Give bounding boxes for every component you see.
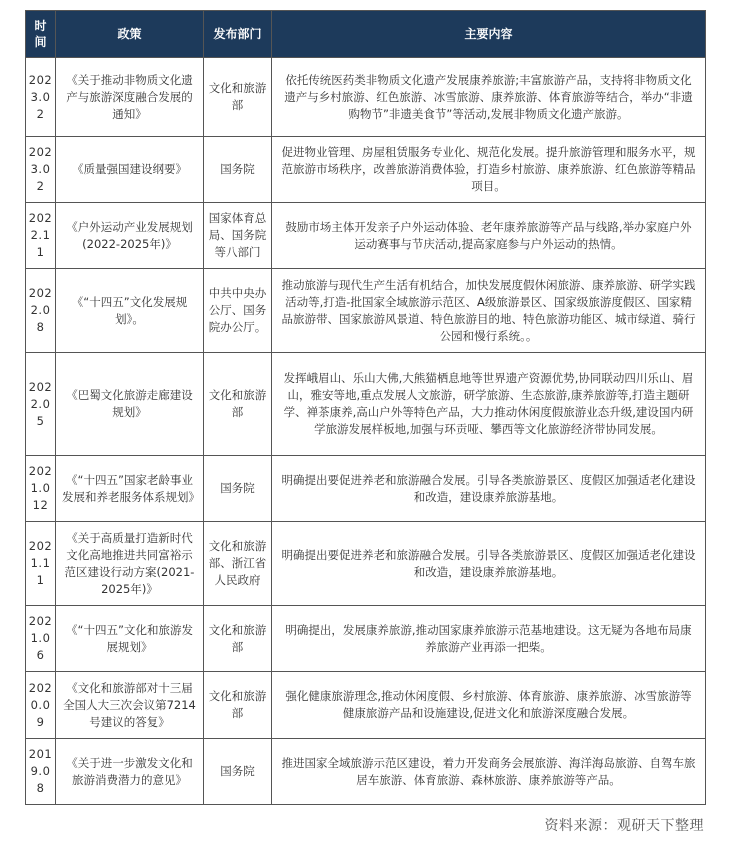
cell-policy: 《巴蜀文化旅游走廊建设规划》 (56, 353, 204, 456)
cell-dept: 文化和旅游部 (204, 353, 272, 456)
cell-time: 2023.02 (26, 137, 56, 203)
table-header-row (26, 11, 706, 58)
cell-time: 2022.11 (26, 203, 56, 269)
cell-policy: 《质量强国建设纲要》 (56, 137, 204, 203)
cell-time: 2022.08 (26, 269, 56, 353)
table-row (26, 672, 706, 739)
cell-dept: 中共中央办公厅、国务院办公厅。 (204, 269, 272, 353)
cell-dept: 国务院 (204, 137, 272, 203)
header-dept: 发布部门 (204, 11, 272, 58)
cell-time: 2021.012 (26, 456, 56, 522)
cell-content: 推进国家全域旅游示范区建设，着力开发商务会展旅游、海洋海岛旅游、自驾车旅居车旅游、体育旅游、森林旅游、康养旅游等产品。 (272, 739, 706, 805)
cell-dept: 文化和旅游部 (204, 672, 272, 739)
policy-table (25, 10, 706, 805)
cell-content: 强化健康旅游理念,推动休闲度假、乡村旅游、体育旅游、康养旅游、冰雪旅游等健康旅游产品和设施建设,促进文化和旅游深度融合发展。 (272, 672, 706, 739)
cell-dept: 国务院 (204, 456, 272, 522)
cell-dept: 文化和旅游部 (204, 58, 272, 137)
cell-policy: 《关于高质量打造新时代文化高地推进共同富裕示范区建设行动方案(2021-2025年)》 (56, 522, 204, 606)
cell-time: 2022.05 (26, 353, 56, 456)
cell-content: 推动旅游与现代生产生活有机结合，加快发展度假休闲旅游、康养旅游、研学实践活动等,打造-批国家全域旅游示范区、A级旅游景区、国家级旅游度假区、国家精品旅游带、国家旅游风景道、特色旅游目的地、特色旅游功能区、城市绿道、骑行公园和慢行系统。。 (272, 269, 706, 353)
cell-dept: 文化和旅游部、浙江省人民政府 (204, 522, 272, 606)
source-note: 资料来源：观研天下整理 (544, 818, 704, 834)
cell-content: 明确提出，发展康养旅游,推动国家康养旅游示范基地建设。这无疑为各地布局康养旅游产业再添一把柴。 (272, 606, 706, 672)
cell-time: 2023.02 (26, 58, 56, 137)
table-row (26, 353, 706, 456)
cell-dept: 国家体育总局、国务院等八部门 (204, 203, 272, 269)
table-row (26, 739, 706, 805)
table-row (26, 203, 706, 269)
table-row (26, 606, 706, 672)
cell-content: 促进物业管理、房屋租赁服务专业化、规范化发展。提升旅游管理和服务水平，规范旅游市场秩序，改善旅游消费体验，打造乡村旅游、康养旅游、红色旅游等精品项目。 (272, 137, 706, 203)
cell-content: 鼓励市场主体开发亲子户外运动体验、老年康养旅游等产品与线路,举办家庭户外运动赛事与节庆活动,提高家庭参与户外运动的热情。 (272, 203, 706, 269)
cell-time: 2021.06 (26, 606, 56, 672)
cell-policy: 《“十四五”文化和旅游发展规划》 (56, 606, 204, 672)
cell-dept: 文化和旅游部 (204, 606, 272, 672)
table-row (26, 137, 706, 203)
cell-dept: 国务院 (204, 739, 272, 805)
header-content: 主要内容 (272, 11, 706, 58)
table-row (26, 58, 706, 137)
cell-policy: 《“十四五”文化发展规划》。 (56, 269, 204, 353)
cell-content: 依托传统医药类非物质文化遗产发展康养旅游;丰富旅游产品，支持将非物质文化遗产与乡村旅游、红色旅游、冰雪旅游、康养旅游、体育旅游等结合，举办“非遗购物节”非遗美食节”等活动,发展非物质文化遗产旅游。 (272, 58, 706, 137)
cell-content: 明确提出要促进养老和旅游融合发展。引导各类旅游景区、度假区加强适老化建设和改造，建设康养旅游基地。 (272, 456, 706, 522)
table-row (26, 522, 706, 606)
cell-policy: 《文化和旅游部对十三届全国人大三次会议第7214号建议的答复》 (56, 672, 204, 739)
cell-policy: 《关于进一步激发文化和旅游消费潜力的意见》 (56, 739, 204, 805)
cell-time: 2019.08 (26, 739, 56, 805)
cell-policy: 《户外运动产业发展规划(2022-2025年)》 (56, 203, 204, 269)
header-policy: 政策 (56, 11, 204, 58)
table-row (26, 456, 706, 522)
cell-policy: 《关于推动非物质文化遗产与旅游深度融合发展的通知》 (56, 58, 204, 137)
cell-time: 2020.09 (26, 672, 56, 739)
cell-content: 明确提出要促进养老和旅游融合发展。引导各类旅游景区、度假区加强适老化建设和改造，建设康养旅游基地。 (272, 522, 706, 606)
table-row (26, 269, 706, 353)
cell-policy: 《“十四五”国家老龄事业发展和养老服务体系规划》 (56, 456, 204, 522)
header-time: 时间 (26, 11, 56, 58)
cell-content: 发挥峨眉山、乐山大佛,大熊猫栖息地等世界遗产资源优势,协同联动四川乐山、眉山，雅安等地,重点发展人文旅游，研学旅游、生态旅游,康养旅游等,打造主题研学、禅茶康养,高山户外等特色产品，大力推动休闲度假旅游业态升级,建设国内研学旅游发展样板地,加强与环贡哑、攀西等文化旅游经济带协同发展。 (272, 353, 706, 456)
cell-time: 2021.11 (26, 522, 56, 606)
